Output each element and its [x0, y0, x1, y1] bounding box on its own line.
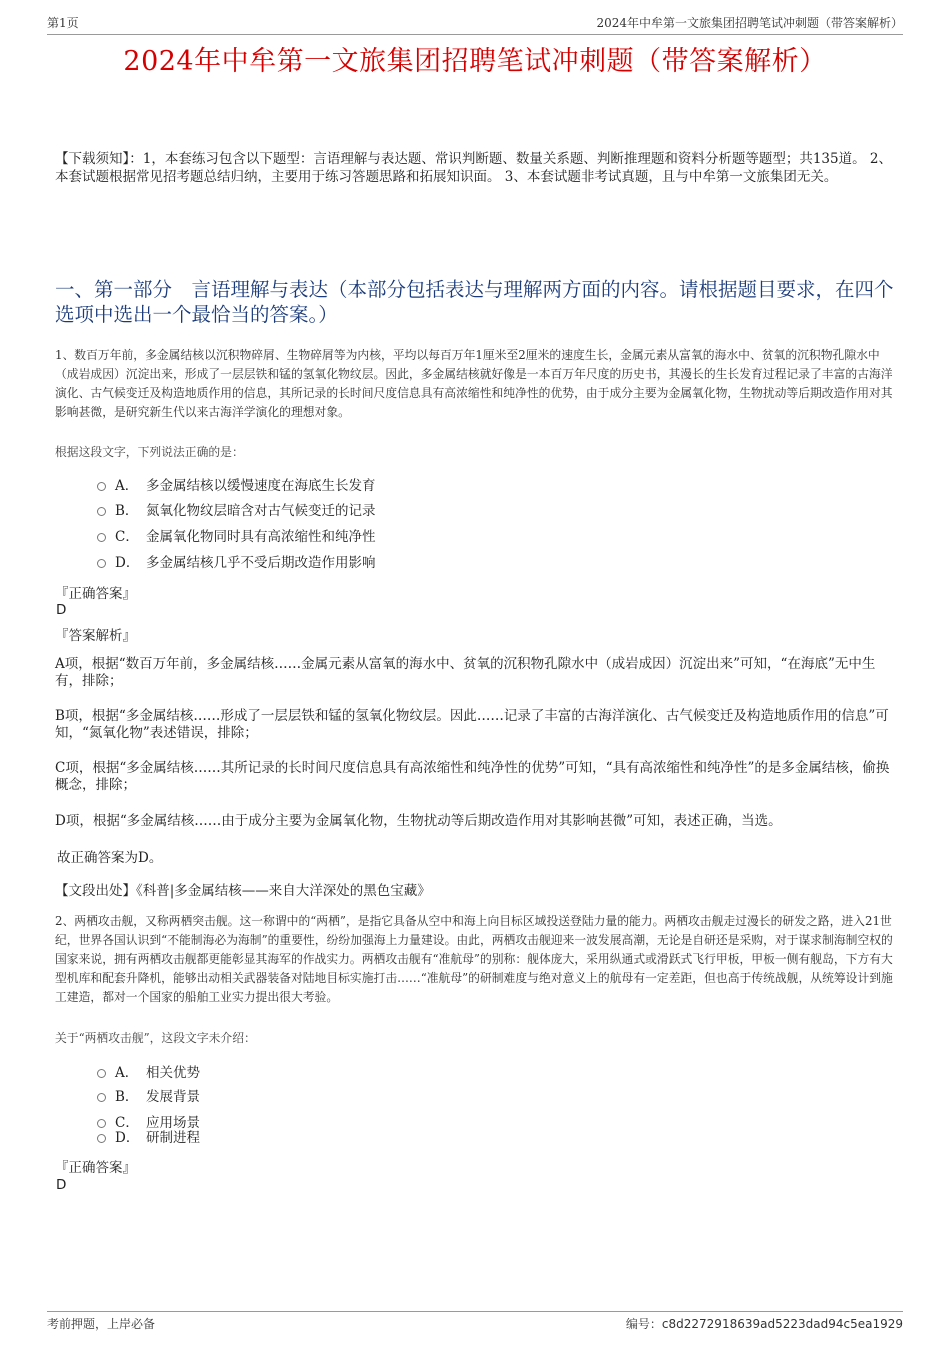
question-1-stem: 1、数百万年前，多金属结核以沉积物碎屑、生物碎屑等为内核，平均以每百万年1厘米至2厘米的速度生长，金属元素从富氧的海水中、贫氧的沉积物孔隙水中（成岩成因）沉淀出来，形成了一层层铁和锰的氢氧化物纹层。因此，多金属结核就好像是一本百万年尺度的历史书，其漫长的生长发育过程记录了丰富的古海洋演化、古气候变迁及构造地质作用的信息，其所记录的长时间尺度信息具有高浓缩性和纯净性的优势，由于成分主要为金属氧化物，生物扰动等后期改造作用对其影响甚微，是研究新生代以来古海洋学演化的理想对象。 [55, 348, 893, 419]
download-notice: 【下载须知】：1，本套练习包含以下题型：言语理解与表达题、常识判断题、数量关系题、判断推理题和资料分析题等题型；共135道。 2、本套试题根据常见招考题总结归纳，主要用于练习答题思路和拓展知识面。 3、本套试题非考试真题，且与中牟第一文旅集团无关。 [55, 151, 892, 185]
q1-conclusion: 故正确答案为D。 [57, 850, 163, 866]
option-text: 多金属结核以缓慢速度在海底生长发育 [146, 478, 376, 494]
q2-option-b[interactable] [97, 1088, 200, 1106]
option-letter: C． [115, 529, 139, 545]
q1-answer-label: 『正确答案』 [55, 586, 136, 602]
q2-answer: D [56, 1177, 67, 1193]
option-text: 氮氧化物纹层暗含对古气候变迁的记录 [146, 503, 376, 519]
section-heading: 一、第一部分 言语理解与表达（本部分包括表达与理解两方面的内容。请根据题目要求，在四个选项中选出一个最恰当的答案。） [55, 278, 894, 326]
footer-slogan: 考前押题，上岸必备 [47, 1317, 156, 1331]
q2-option-a[interactable] [97, 1064, 200, 1082]
q1-analysis-c: C项，根据“多金属结核……其所记录的长时间尺度信息具有高浓缩性和纯净性的优势”可知，“具有高浓缩性和纯净性”的是多金属结核，偷换概念，排除； [55, 760, 890, 793]
page-footer [47, 1311, 903, 1334]
question-1-prompt: 根据这段文字，下列说法正确的是： [55, 445, 244, 459]
option-text: 多金属结核几乎不受后期改造作用影响 [146, 555, 376, 571]
q1-option-a[interactable] [97, 477, 376, 495]
q1-analysis-label: 『答案解析』 [55, 628, 136, 644]
header-doc-title: 2024年中牟第一文旅集团招聘笔试冲刺题（带答案解析） [596, 16, 903, 30]
option-text: 相关优势 [146, 1065, 200, 1081]
q1-analysis-b: B项，根据“多金属结核……形成了一层层铁和锰的氢氧化物纹层。因此……记录了丰富的古海洋演化、古气候变迁及构造地质作用的信息”可知，“氮氧化物”表述错误，排除； [55, 708, 889, 741]
question-2-prompt: 关于“两栖攻击舰”，这段文字未介绍： [55, 1031, 256, 1045]
radio-icon[interactable] [97, 507, 106, 516]
document-title: 2024年中牟第一文旅集团招聘笔试冲刺题（带答案解析） [123, 46, 827, 77]
option-letter: A． [115, 1065, 139, 1081]
q1-analysis-d: D项，根据“多金属结核……由于成分主要为金属氧化物，生物扰动等后期改造作用对其影响甚微”可知，表述正确，当选。 [55, 813, 782, 829]
question-2-stem: 2、两栖攻击舰，又称两栖突击舰。这一称谓中的“两栖”，是指它具备从空中和海上向目标区域投送登陆力量的能力。两栖攻击舰走过漫长的研发之路，进入21世纪，世界各国认识到“不能制海必为海制”的重要性，纷纷加强海上力量建设。由此，两栖攻击舰迎来一波发展高潮，无论是自研还是采购，对于谋求制海制空权的国家来说，拥有两栖攻击舰都更能彰显其海军的作战实力。两栖攻击舰有“准航母”的别称：舰体庞大，采用纵通式或滑跃式飞行甲板，甲板一侧有舰岛，下方有大型机库和配套升降机，能够出动相关武器装备对陆地目标实施打击……“准航母”的研制难度与绝对意义上的航母有一定差距，但也高于传统战舰，从统筹设计到施工建造，都对一个国家的船舶工业实力提出很大考验。 [55, 914, 893, 1004]
option-letter: D． [115, 1130, 140, 1146]
q1-analysis-a: A项，根据“数百万年前，多金属结核……金属元素从富氧的海水中、贫氧的沉积物孔隙水中（成岩成因）沉淀出来”可知，“在海底”无中生有，排除； [55, 656, 876, 689]
q1-answer: D [56, 602, 67, 618]
page-number: 第1页 [47, 16, 79, 30]
radio-icon[interactable] [97, 1134, 106, 1143]
footer-code [626, 1314, 903, 1334]
radio-icon[interactable] [97, 533, 106, 542]
option-letter: B． [115, 503, 139, 519]
q1-source: 【文段出处】《科普|多金属结核——来自大洋深处的黑色宝藏》 [55, 883, 431, 899]
page-header [47, 14, 903, 35]
q1-option-b[interactable] [97, 502, 376, 520]
option-letter: A． [115, 478, 139, 494]
q2-answer-label: 『正确答案』 [55, 1160, 136, 1176]
option-letter: C． [115, 1115, 139, 1131]
option-text: 应用场景 [146, 1115, 200, 1131]
option-letter: D． [115, 555, 140, 571]
radio-icon[interactable] [97, 1093, 106, 1102]
option-text: 研制进程 [146, 1130, 200, 1146]
q1-option-c[interactable] [97, 528, 376, 546]
radio-icon[interactable] [97, 1119, 106, 1128]
option-text: 金属氧化物同时具有高浓缩性和纯净性 [146, 529, 376, 545]
footer-code-value: c8d2272918639ad5223dad94c5ea1929 [661, 1317, 903, 1331]
q1-option-d[interactable] [97, 554, 376, 572]
radio-icon[interactable] [97, 482, 106, 491]
footer-code-label: 编号： [625, 1317, 662, 1331]
radio-icon[interactable] [97, 1069, 106, 1078]
option-text: 发展背景 [146, 1089, 200, 1105]
option-letter: B． [115, 1089, 139, 1105]
radio-icon[interactable] [97, 559, 106, 568]
q2-option-d[interactable] [97, 1129, 200, 1147]
